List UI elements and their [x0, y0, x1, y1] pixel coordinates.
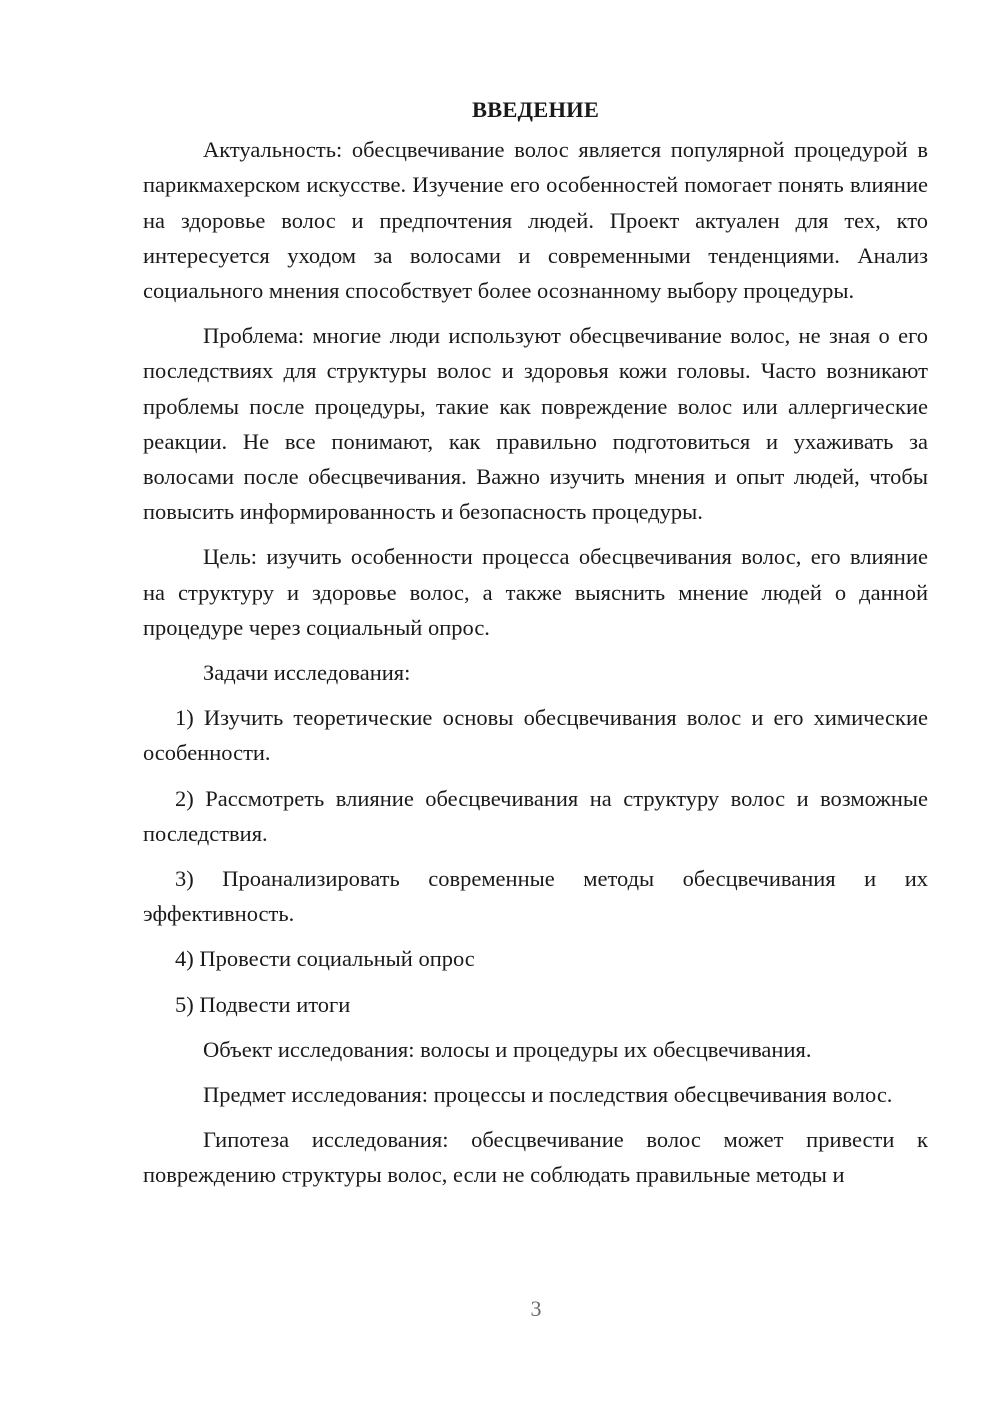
task-item-3: 3) Проанализировать современные методы обесцвечивания и их эффективность. — [143, 866, 928, 927]
task-item-5: 5) Подвести итоги — [175, 991, 351, 1017]
tasks-heading: Задачи исследования: — [203, 660, 411, 686]
object-paragraph: Объект исследования: волосы и процедуры их обесцвечивания. — [203, 1036, 812, 1062]
problem-paragraph: Проблема: многие люди используют обесцвечивание волос, не зная о его последствиях для структуры волос и здоровья кожи головы. Часто возникают проблемы после процедуры, такие как повреждение волос или аллергические реакции. Не все понимают, как правильно подготовиться и ухаживать за волосами после обесцвечивания. Важно изучить мнения и опыт людей, чтобы повысить информированность и безопасность процедуры. — [143, 323, 928, 525]
task-item-4: 4) Провести социальный опрос — [175, 946, 475, 972]
task-item-1: 1) Изучить теоретические основы обесцвечивания волос и его химические особенности. — [143, 705, 928, 766]
goal-paragraph: Цель: изучить особенности процесса обесцвечивания волос, его влияние на структуру и здоровье волос, а также выяснить мнение людей о данной процедуре через социальный опрос. — [143, 544, 928, 640]
page-number: 3 — [530, 1296, 542, 1321]
hypothesis-paragraph: Гипотеза исследования: обесцвечивание волос может привести к повреждению структуры волос, если не соблюдать правильные методы и — [143, 1127, 928, 1188]
task-item-2: 2) Рассмотреть влияние обесцвечивания на структуру волос и возможные последствия. — [143, 785, 928, 846]
section-title: ВВЕДЕНИЕ — [471, 97, 600, 122]
document-page — [143, 92, 928, 1193]
relevance-paragraph: Актуальность: обесцвечивание волос является популярной процедурой в парикмахерском искусстве. Изучение его особенностей помогает понять влияние на здоровье волос и предпочтения людей. Проект актуален для тех, кто интересуется уходом за волосами и современными тенденциями. Анализ социального мнения способствует более осознанному выбору процедуры. — [143, 137, 928, 304]
subject-paragraph: Предмет исследования: процессы и последствия обесцвечивания волос. — [203, 1082, 893, 1108]
